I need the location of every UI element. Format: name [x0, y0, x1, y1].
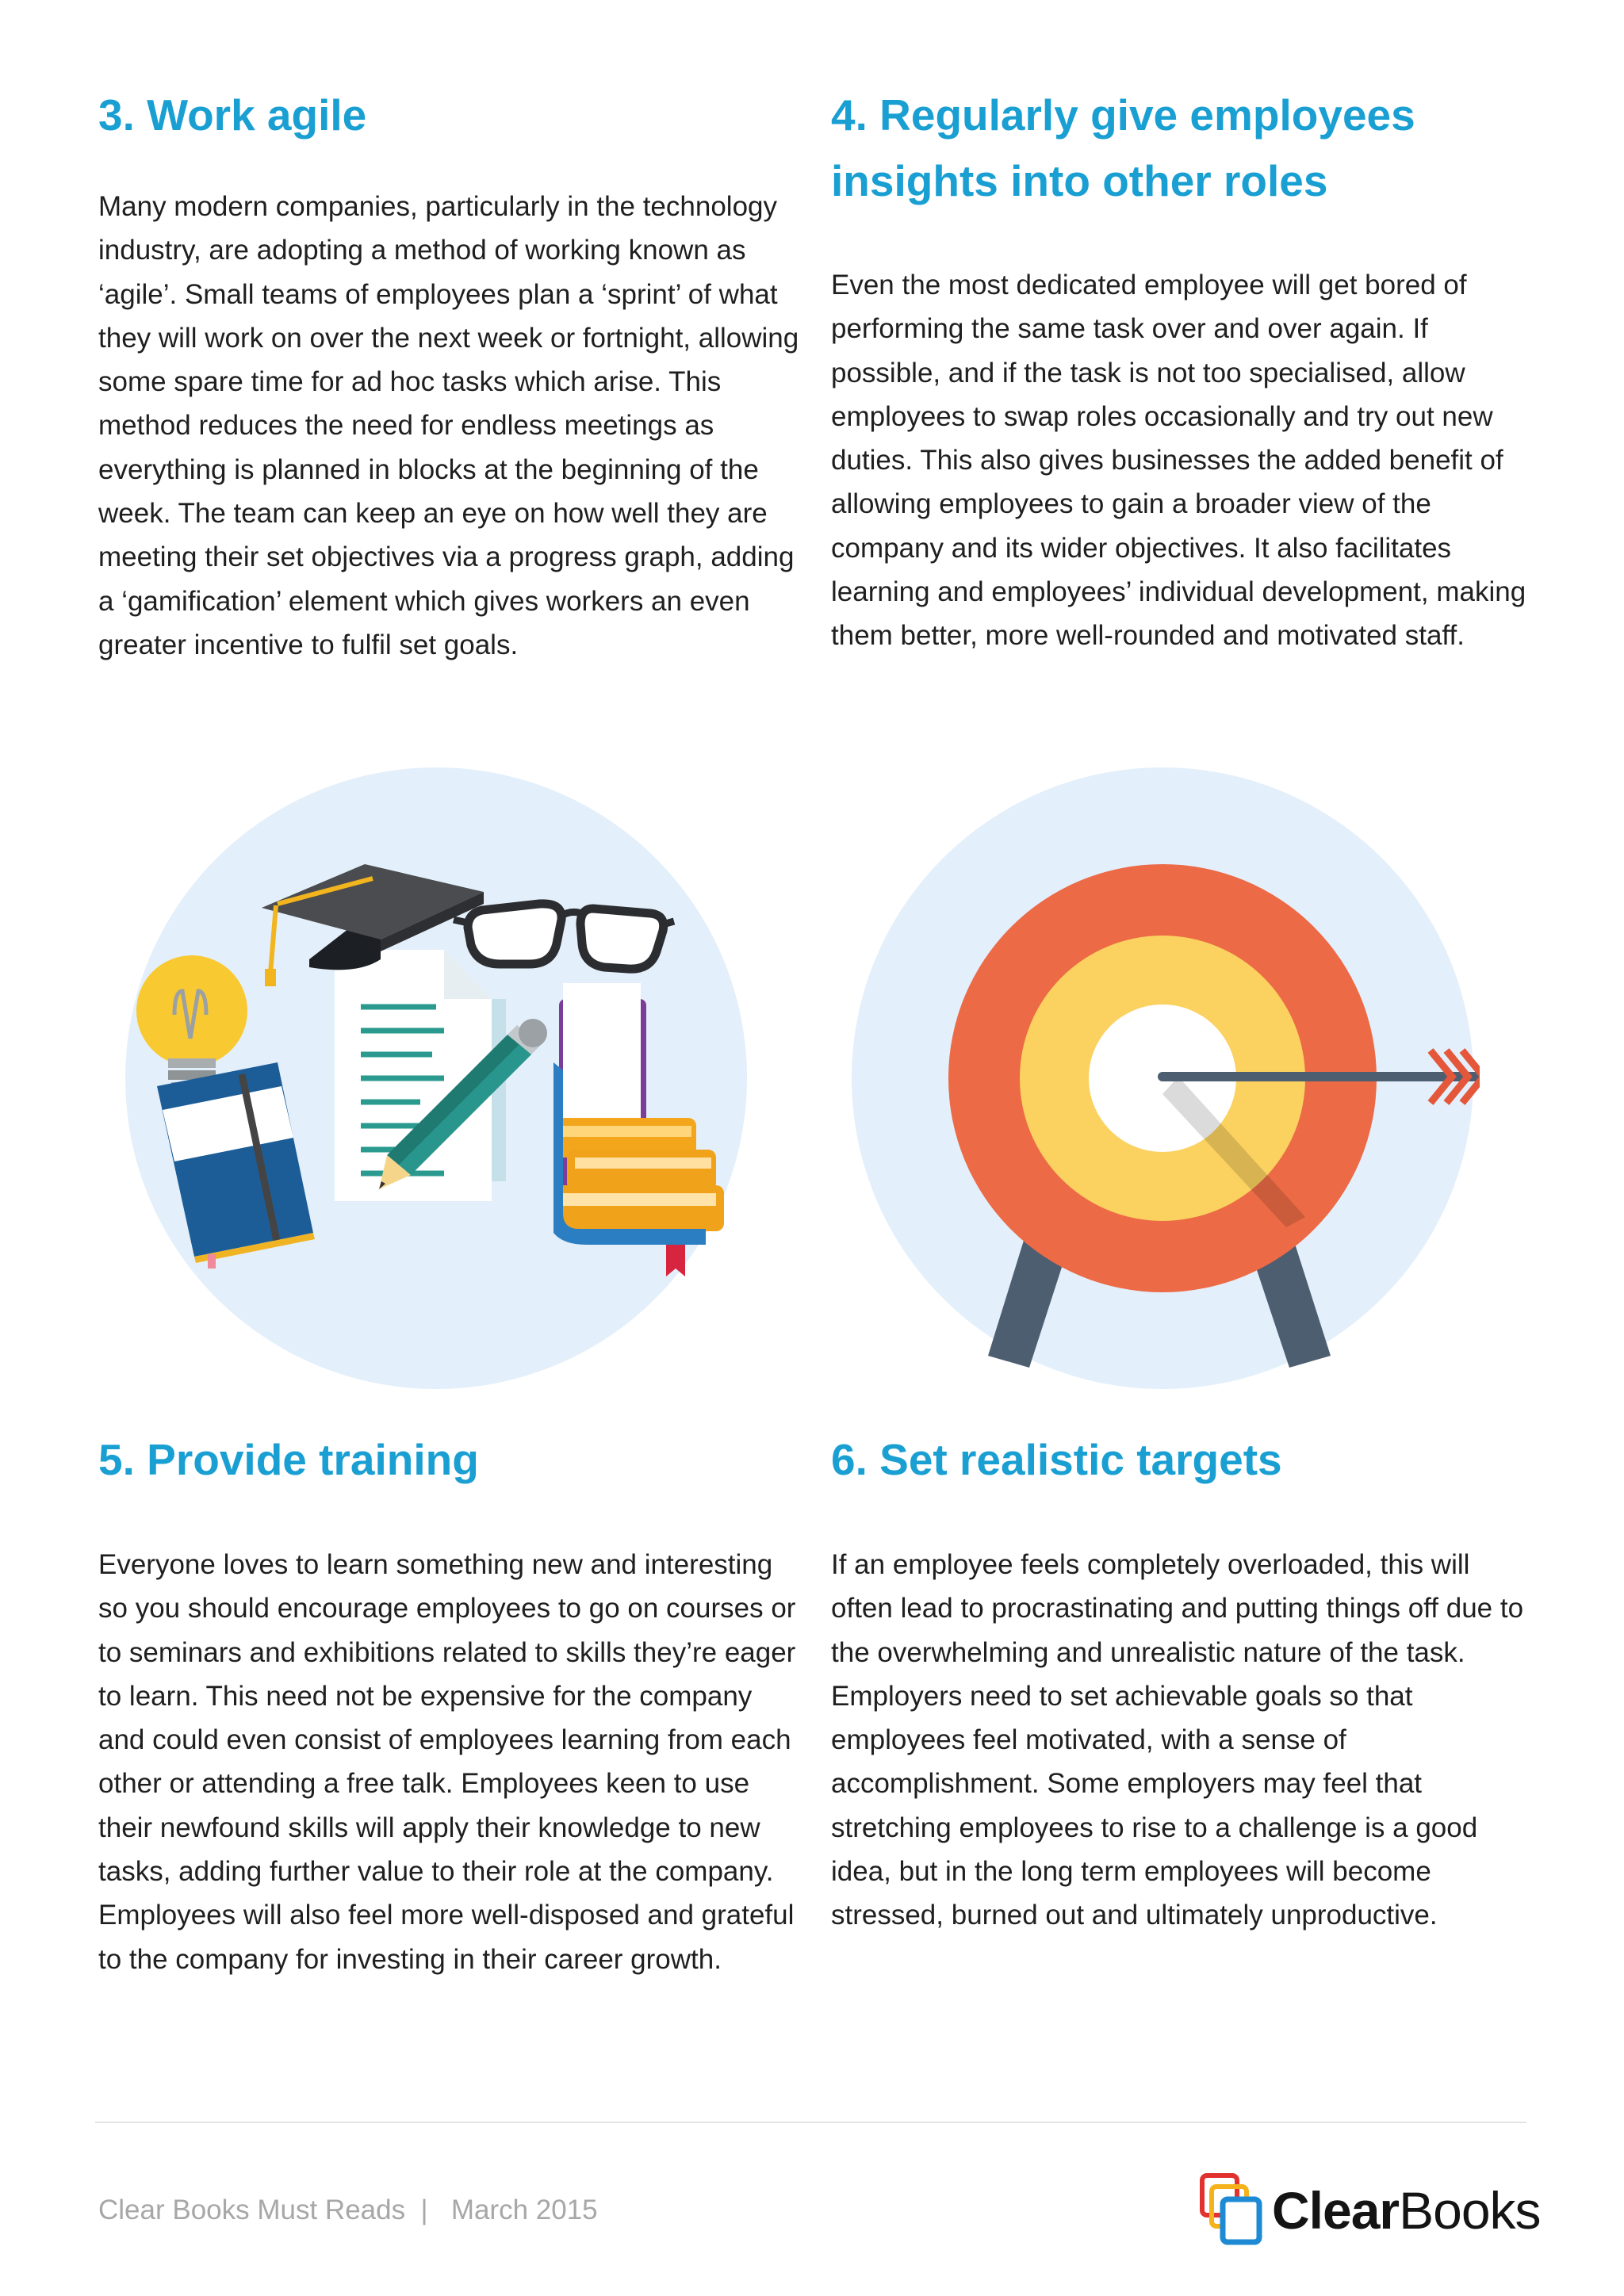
section-work-agile: [98, 82, 804, 667]
section-heading: 6. Set realistic targets: [831, 1435, 1282, 1484]
logo-word-books: Books: [1399, 2181, 1541, 2240]
footer-divider: [95, 2122, 1526, 2123]
section-body: Many modern companies, particularly in the technology industry, are adopting a method of working known as ‘agile’. Small teams of employees plan a ‘sprint’ of what they will work on over the next week or fortnight, allowing some spare time for ad hoc tasks which arise. This method reduces the need for endless meetings as everything is planned in blocks at the beginning of the week. The team can keep an eye on how well they are meeting their set objectives via a progress graph, adding a ‘gamification’ element which gives workers an even greater incentive to fulfil set goals.: [98, 191, 799, 660]
target-illustration: [845, 761, 1480, 1395]
clearbooks-logo-icon: [1199, 2172, 1270, 2252]
logo-word-clear: Clear: [1272, 2181, 1400, 2240]
clearbooks-logo[interactable]: [1199, 2172, 1541, 2252]
section-body: If an employee feels completely overloaded, this will often lead to procrastinating and putting things off due to the overwhelming and unrealistic nature of the task. Employers need to set achievable goals so that employees feel motivated, with a sense of accomplishment. Some employers may feel that stretching employees to rise to a challenge is a good idea, but in the long term employees will become stressed, burned out and ultimately unproductive.: [831, 1549, 1524, 1931]
section-heading: 4. Regularly give employees insights into other roles: [831, 90, 1415, 205]
footer-publication-info: Clear Books Must Reads | March 2015: [98, 2195, 598, 2225]
education-illustration: [119, 761, 753, 1395]
section-heading: 5. Provide training: [98, 1435, 479, 1484]
section-set-realistic-targets: [831, 1427, 1537, 1938]
section-provide-training: [98, 1427, 804, 1981]
clearbooks-logo-wordmark: [1272, 2180, 1541, 2241]
section-heading: 3. Work agile: [98, 90, 367, 140]
section-body: Everyone loves to learn something new and interesting so you should encourage employees to go on courses or to seminars and exhibitions related to skills they’re eager to learn. This need not be expensive for the company and could even consist of employees learning from each other or attending a free talk. Employees keen to use their newfound skills will apply their knowledge to new tasks, adding further value to their role at the company. Employees will also feel more well-disposed and grateful to the company for investing in their career growth.: [98, 1549, 796, 1975]
section-insights-other-roles: [831, 82, 1537, 658]
section-body: Even the most dedicated employee will get bored of performing the same task over and over again. If possible, and if the task is not too specialised, allow employees to swap roles occasionally and try out new duties. This also gives businesses the added benefit of allowing employees to gain a broader view of the company and its wider objectives. It also facilitates learning and employees’ individual development, making them better, more well-rounded and motivated staff.: [831, 270, 1526, 652]
